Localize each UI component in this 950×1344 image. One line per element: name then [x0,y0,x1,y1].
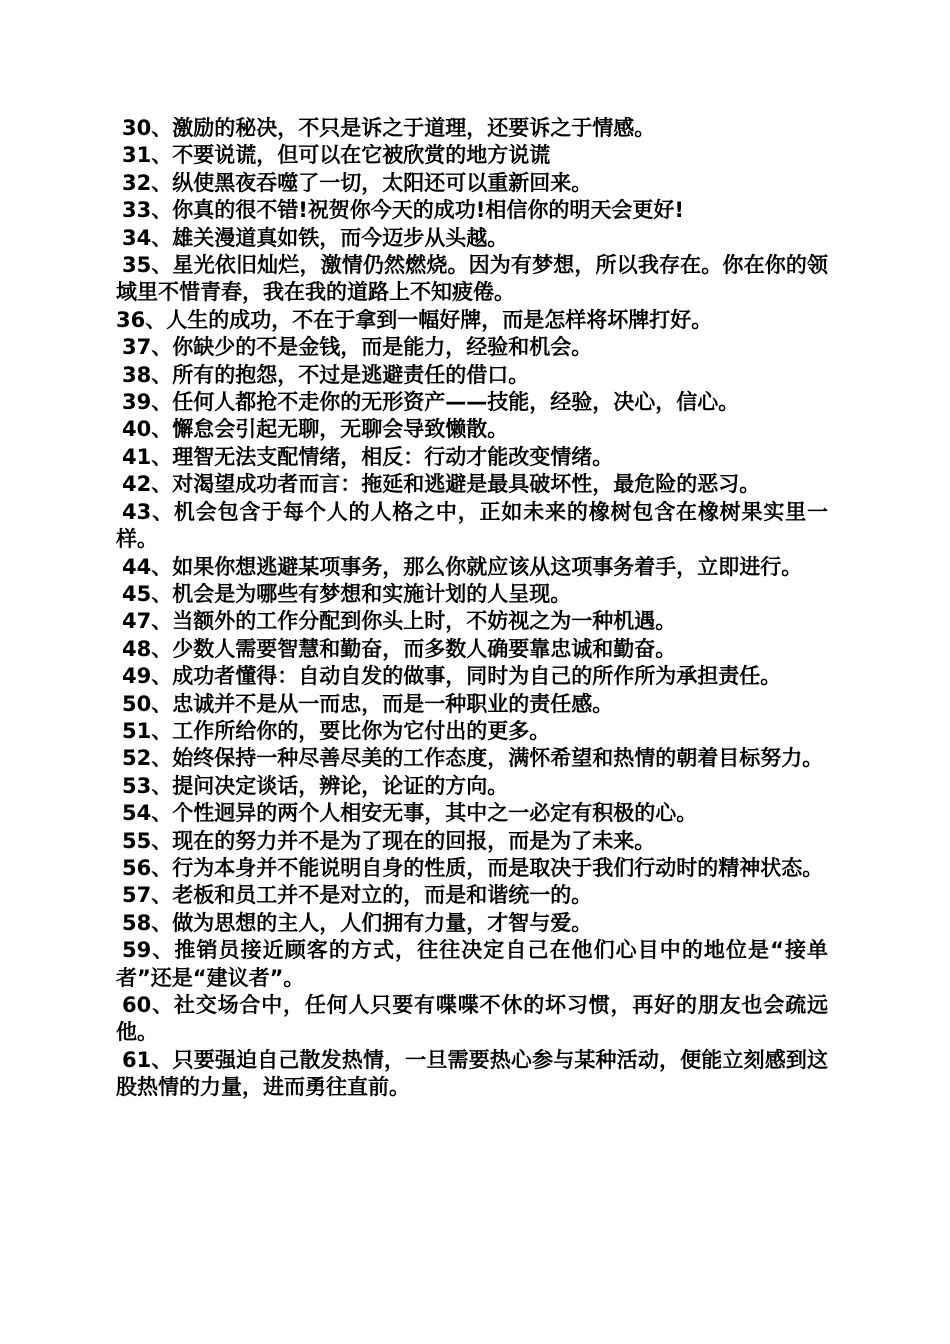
item-number: 40 [122,417,152,442]
list-item [116,855,828,882]
item-separator: 、 [151,444,173,469]
item-text: 雄关漫道真如铁，而今迈步从头越。 [172,225,509,250]
list-item [116,800,828,827]
item-text: 如果你想逃避某项事务，那么你就应该从这项事务着手，立即进行。 [172,554,803,579]
item-number: 32 [122,170,152,195]
item-number: 41 [122,444,152,469]
item-text: 老板和员工并不是对立的，而是和谐统一的。 [172,883,593,908]
list-item [116,1047,828,1102]
item-separator: 、 [151,170,173,195]
item-separator: 、 [151,554,173,579]
item-number: 60 [122,993,152,1017]
list-item [116,636,828,663]
item-separator: 、 [151,664,173,689]
item-separator: 、 [151,362,173,387]
item-number: 57 [122,883,152,908]
item-separator: 、 [151,746,173,771]
item-number: 45 [122,581,152,606]
list-item [116,554,828,581]
item-number: 56 [122,855,152,880]
list-item [116,142,828,169]
list-item [116,389,828,416]
item-text: 始终保持一种尽善尽美的工作态度，满怀希望和热情的朝着目标努力。 [172,746,824,771]
item-number: 51 [122,718,152,743]
item-text: 纵使黑夜吞噬了一切，太阳还可以重新回来。 [172,170,593,195]
item-text: 提问决定谈话，辨论，论证的方向。 [172,773,509,798]
list-item [116,115,828,142]
item-separator: 、 [145,307,167,332]
item-text: 你真的很不错!祝贺你今天的成功!相信你的明天会更好! [172,198,684,223]
item-number: 47 [122,609,152,634]
item-text: 工作所给你的，要比你为它付出的更多。 [172,718,551,743]
item-separator: 、 [151,828,173,853]
item-number: 61 [122,1047,152,1072]
item-number: 44 [122,554,152,579]
item-text: 任何人都抢不走你的无形资产——技能，经验，决心，信心。 [172,390,740,415]
item-number: 31 [122,143,152,168]
item-text: 激励的秘决，不只是诉之于道理，还要诉之于情感。 [172,116,656,140]
item-separator: 、 [151,938,175,963]
item-number: 43 [122,499,152,524]
item-number: 30 [122,116,152,140]
item-text: 成功者懂得：自动自发的做事，同时为自己的所作所为承担责任。 [172,664,782,689]
item-number: 53 [122,773,152,798]
item-separator: 、 [151,691,173,716]
item-number: 33 [122,198,152,223]
item-text: 行为本身并不能说明自身的性质，而是取决于我们行动时的精神状态。 [172,855,824,880]
item-separator: 、 [151,801,173,826]
list-item [116,718,828,745]
item-separator: 、 [151,253,173,278]
item-separator: 、 [151,335,173,360]
list-item [116,170,828,197]
item-text: 社交场合中，任何人只要有喋喋不休的坏习惯，再好的朋友也会疏远他。 [116,993,829,1045]
item-number: 59 [122,938,152,963]
list-item [116,992,828,1047]
item-text: 懈怠会引起无聊，无聊会导致懒散。 [172,417,509,442]
item-text: 机会包含于每个人的人格之中，正如未来的橡树包含在橡树果实里一样。 [116,499,829,552]
list-item [116,745,828,772]
item-number: 54 [122,801,152,826]
list-item [116,197,828,224]
item-number: 38 [122,362,152,387]
item-text: 推销员接近顾客的方式，往往决定自己在他们心目中的地位是“接单者”还是“建议者”。 [116,938,829,990]
item-separator: 、 [151,718,173,743]
item-separator: 、 [151,1047,173,1072]
item-number: 34 [122,225,152,250]
item-separator: 、 [151,581,173,606]
item-separator: 、 [151,609,173,634]
item-separator: 、 [151,636,173,661]
item-number: 35 [122,253,152,278]
item-text: 做为思想的主人，人们拥有力量，才智与爱。 [172,910,593,935]
item-separator: 、 [151,855,173,880]
document-page [116,115,828,1102]
item-text: 理智无法支配情绪，相反：行动才能改变情绪。 [172,444,614,469]
list-item [116,910,828,937]
item-number: 49 [122,664,152,689]
list-item [116,937,828,992]
item-separator: 、 [151,883,173,908]
list-item [116,471,828,498]
item-text: 对渴望成功者而言：拖延和逃避是最具破坏性，最危险的恶习。 [172,472,761,497]
item-number: 50 [122,691,152,716]
item-text: 当额外的工作分配到你头上时，不妨视之为一种机遇。 [172,609,677,634]
list-item [116,581,828,608]
item-text: 只要强迫自己散发热情，一旦需要热心参与某种活动，便能立刻感到这股热情的力量，进而勇往直前。 [116,1047,829,1100]
list-item [116,828,828,855]
item-number: 48 [122,636,152,661]
list-item [116,663,828,690]
item-text: 星光依旧灿烂，激情仍然燃烧。因为有梦想，所以我存在。你在你的领域里不惜青春，我在我的道路上不知疲倦。 [116,253,829,305]
item-separator: 、 [151,198,173,223]
list-item [116,773,828,800]
item-separator: 、 [151,390,173,415]
list-item [116,225,828,252]
item-separator: 、 [151,143,173,168]
item-separator: 、 [151,472,173,497]
item-separator: 、 [151,910,173,935]
item-number: 37 [122,335,152,360]
list-item [116,444,828,471]
item-number: 36 [116,307,146,332]
item-text: 少数人需要智慧和勤奋，而多数人确要靠忠诚和勤奋。 [172,636,677,661]
item-number: 58 [122,910,152,935]
item-text: 机会是为哪些有梦想和实施计划的人呈现。 [172,581,572,606]
item-separator: 、 [151,499,174,524]
item-separator: 、 [151,225,173,250]
item-text: 不要说谎，但可以在它被欣赏的地方说谎 [172,143,551,168]
list-item [116,252,828,307]
list-item [116,362,828,389]
list-item [116,882,828,909]
list-item [116,691,828,718]
list-item [116,608,828,635]
item-separator: 、 [151,116,173,140]
list-item [116,416,828,443]
item-text: 忠诚并不是从一而忠，而是一种职业的责任感。 [172,691,614,716]
item-number: 42 [122,472,152,497]
item-number: 39 [122,390,152,415]
item-separator: 、 [151,993,174,1017]
list-item [116,499,828,554]
item-text: 个性迥异的两个人相安无事，其中之一必定有积极的心。 [172,801,698,826]
item-text: 现在的努力并不是为了现在的回报，而是为了未来。 [172,828,656,853]
item-number: 52 [122,746,152,771]
item-separator: 、 [151,773,173,798]
item-number: 55 [122,828,152,853]
item-text: 人生的成功，不在于拿到一幅好牌，而是怎样将坏牌打好。 [166,307,713,332]
item-separator: 、 [151,417,173,442]
item-text: 所有的抱怨，不过是逃避责任的借口。 [172,362,530,387]
list-item [116,307,828,334]
item-text: 你缺少的不是金钱，而是能力，经验和机会。 [172,335,593,360]
list-item [116,334,828,361]
